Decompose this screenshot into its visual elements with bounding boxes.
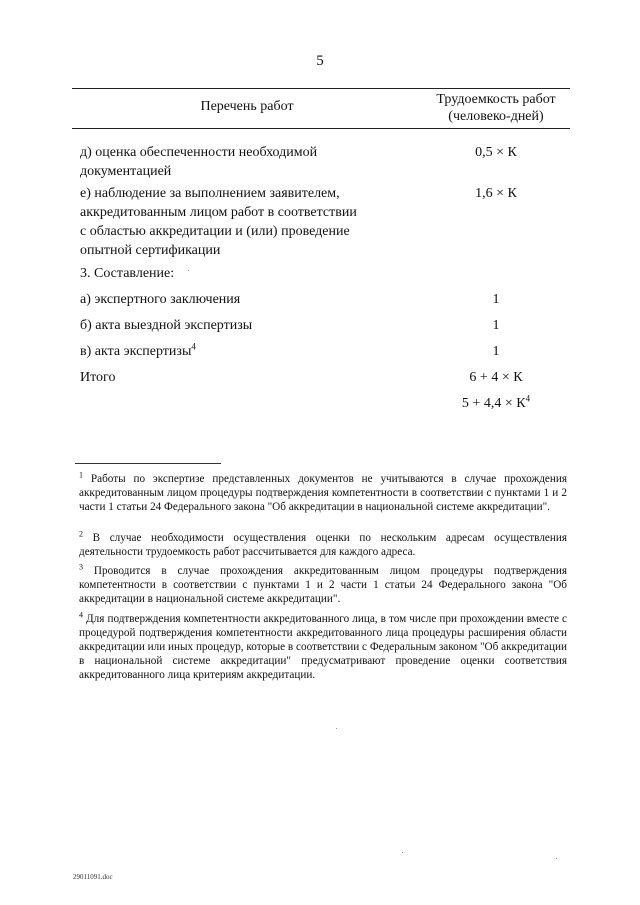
row-line: б) акта выездной экспертизы	[80, 318, 253, 333]
row-line: Итого	[80, 370, 116, 385]
footnote-ref: 4	[525, 393, 531, 404]
table-row-e-value: 1,6 × К	[475, 186, 517, 201]
table-header-labor-line2: (человеко-дней)	[448, 109, 544, 124]
footnote-3	[79, 564, 567, 606]
footnote-1	[79, 472, 567, 514]
footnote-mark: 2	[79, 529, 83, 539]
table-row-b-text	[80, 316, 400, 335]
row-line: а) экспертного заключения	[80, 292, 241, 307]
table-row-e-text	[80, 184, 400, 260]
scan-speck	[336, 728, 337, 729]
table-header-labor-intensity	[420, 91, 572, 125]
footnote-2	[79, 531, 567, 559]
table-row-a-value: 1	[492, 292, 500, 307]
footnote-mark: 3	[79, 562, 83, 572]
footnote-text: Проводится в случае прохождения аккредитованным лицом процедуры подтверждения компетентности в соответствии с пунктами 1 и 2 части 1 статьи 24 Федерального закона "Об аккредитации в национальной системе аккредитации".	[79, 565, 567, 605]
table-row-section-3	[80, 264, 400, 283]
footnote-mark: 1	[79, 470, 83, 480]
row-line: 3. Составление:	[80, 266, 175, 281]
scan-speck	[402, 852, 403, 853]
footnote-ref: 4	[191, 341, 196, 352]
table-row-v-text	[80, 342, 400, 361]
row-line: опытной сертификации	[80, 243, 221, 258]
scan-speck	[188, 270, 189, 271]
row-line: с областью аккредитации и (или) проведение	[80, 224, 350, 239]
table-row-total-text	[80, 368, 400, 387]
scan-speck	[556, 858, 557, 859]
table-row-a-text	[80, 290, 400, 309]
footnote-separator	[75, 463, 221, 464]
table-header-labor-line1: Трудоемкость работ	[436, 92, 556, 107]
table-row-total-value: 6 + 4 × К	[469, 370, 523, 385]
table-row-b-value: 1	[492, 318, 500, 333]
page-number: 5	[316, 53, 324, 69]
table-row-d-value: 0,5 × К	[475, 145, 517, 160]
row-line: аккредитованным лицом работ в соответствии	[80, 205, 357, 220]
footnote-text: Для подтверждения компетентности аккредитованного лица, в том числе при прохождении вместе с процедурой подтверждения компетентности аккредитованного лица процедуры расширения области аккредитации или иных процедур, которые в соответствии с Федеральным законом "Об аккредитации в национальной системе аккредитации" предусматривают проведение оценки соответствия аккредитованного лица критериям аккредитации.	[79, 613, 568, 681]
table-row-d-text	[80, 143, 400, 181]
table-row-total-alt-value	[420, 394, 572, 413]
table-header-works-list: Перечень работ	[200, 99, 294, 114]
footnote-text: Работы по экспертизе представленных документов не учитываются в случае прохождения аккредитованным лицом процедуры подтверждения компетентности в соответствии с пунктами 1 и 2 части 1 статьи 24 Федерального закона "Об аккредитации в национальной системе аккредитации".	[79, 473, 567, 513]
footnote-text: В случае необходимости осуществления оценки по нескольким адресам осуществления деятельности трудоемкость работ рассчитывается для каждого адреса.	[79, 532, 567, 558]
row-line: документацией	[80, 164, 172, 179]
total-alt-value: 5 + 4,4 × К	[461, 396, 526, 411]
footnote-mark: 4	[79, 610, 83, 620]
table-top-rule	[72, 88, 570, 89]
document-filename: 29011091.doc	[73, 873, 113, 881]
row-line: в) акта экспертизы	[80, 344, 192, 359]
row-line: д) оценка обеспеченности необходимой	[80, 145, 318, 160]
footnote-4	[79, 612, 567, 682]
row-line: е) наблюдение за выполнением заявителем,	[80, 186, 340, 201]
table-row-v-value: 1	[492, 344, 500, 359]
table-header-rule	[72, 128, 570, 129]
